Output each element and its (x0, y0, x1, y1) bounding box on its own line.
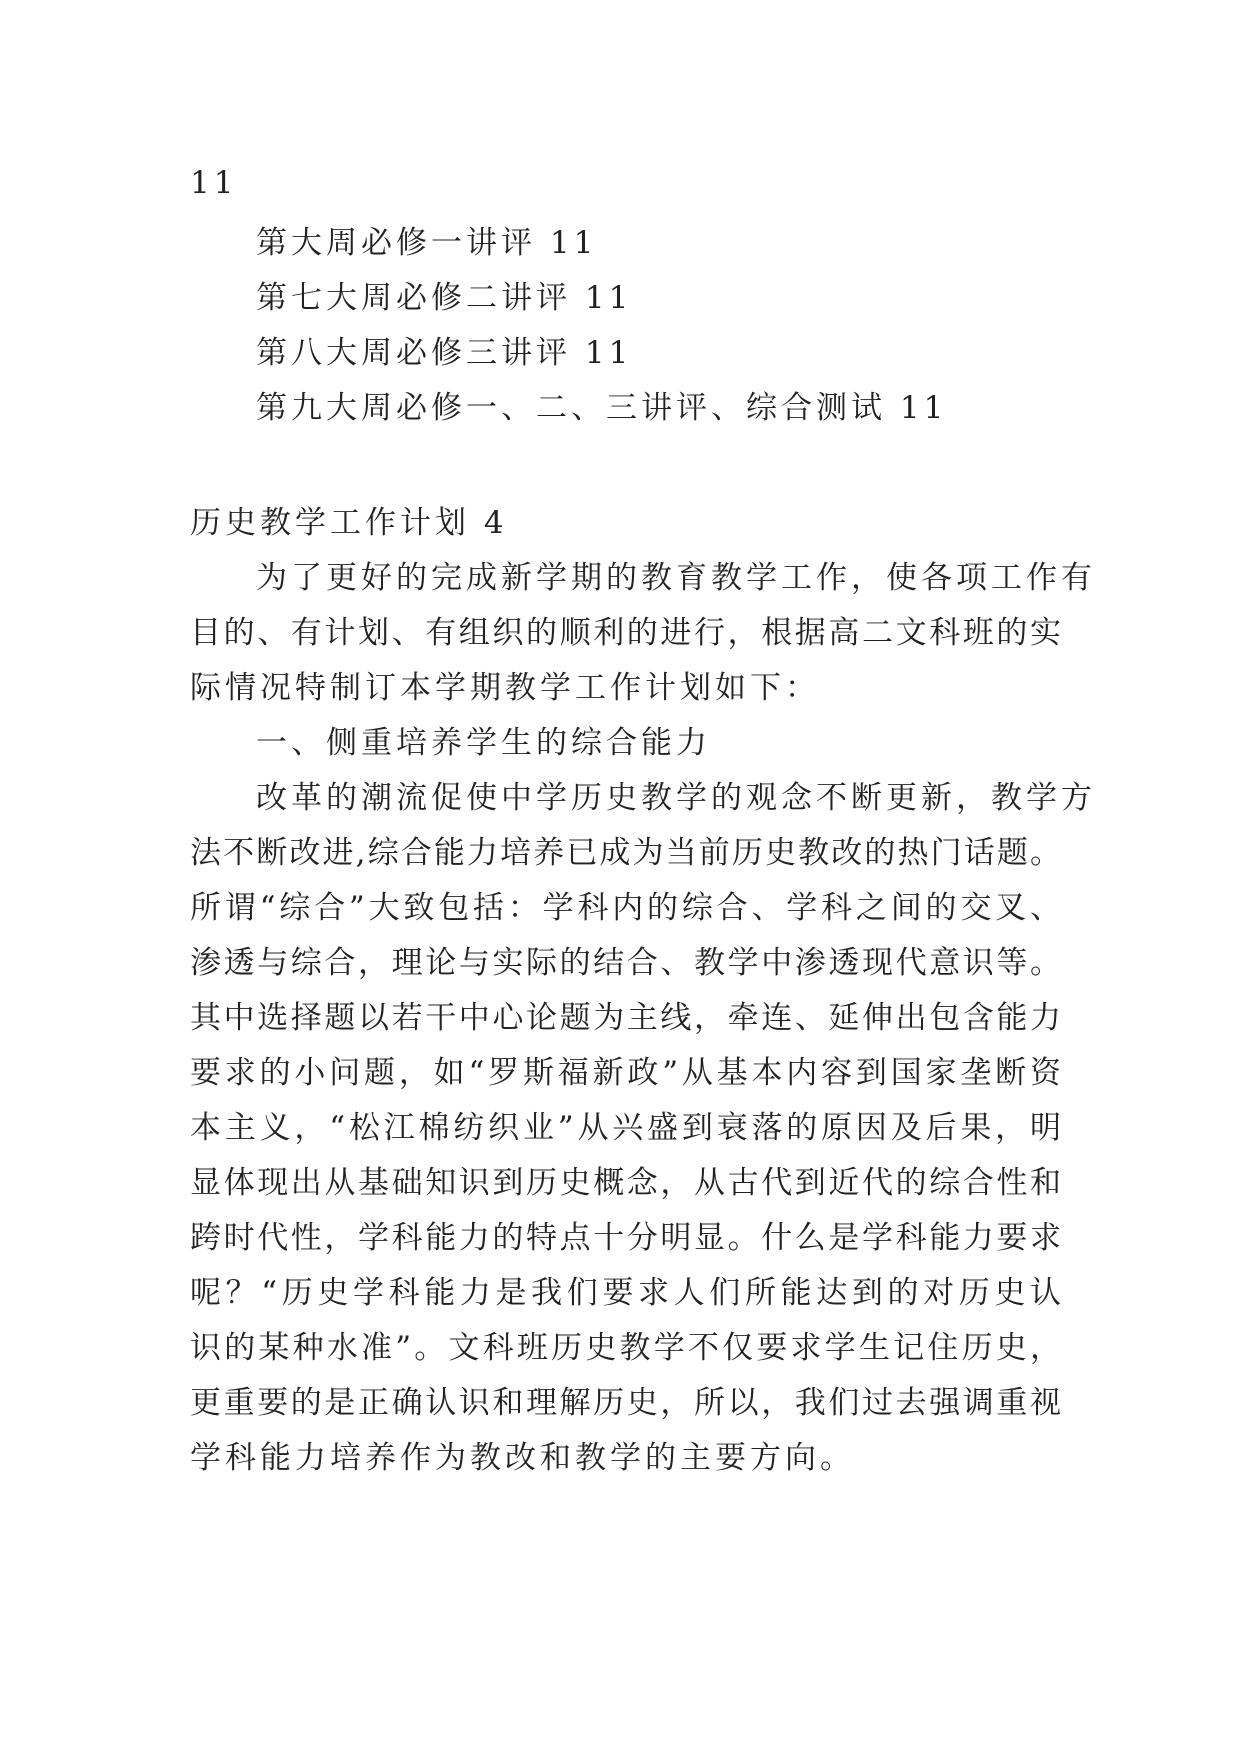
paragraph-line: 识的某种水准”。文科班历史教学不仅要求学生记住历史， (190, 1330, 1062, 1366)
paragraph-line: 学科能力培养作为教改和教学的主要方向。 (190, 1440, 855, 1476)
paragraph-line: 渗透与综合，理论与实际的结合、教学中渗透现代意识等。 (190, 945, 1062, 981)
intro-line: 目的、有计划、有组织的顺利的进行，根据高二文科班的实 (190, 615, 1062, 651)
subheading: 一、侧重培养学生的综合能力 (256, 725, 711, 761)
toc-entry: 第七大周必修二讲评 11 (256, 280, 633, 316)
intro-line: 为了更好的完成新学期的教育教学工作，使各项工作有 (256, 560, 1096, 596)
paragraph-line: 法不断改进,综合能力培养已成为当前历史教改的热门话题。 (190, 835, 1062, 871)
intro-line: 际情况特制订本学期教学工作计划如下： (190, 670, 820, 706)
toc-entry: 第九大周必修一、二、三讲评、综合测试 11 (256, 390, 948, 426)
toc-entry: 第大周必修一讲评 11 (256, 225, 598, 261)
paragraph-line: 跨时代性，学科能力的特点十分明显。什么是学科能力要求 (190, 1220, 1062, 1256)
paragraph-line: 所谓“综合”大致包括：学科内的综合、学科之间的交叉、 (190, 890, 1062, 926)
paragraph-line: 本主义，“松江棉纺织业”从兴盛到衰落的原因及后果，明 (190, 1110, 1062, 1146)
paragraph-line: 呢？“历史学科能力是我们要求人们所能达到的对历史认 (190, 1275, 1062, 1311)
page-number: 11 (190, 165, 238, 201)
paragraph-line: 显体现出从基础知识到历史概念，从古代到近代的综合性和 (190, 1165, 1062, 1201)
paragraph-line: 更重要的是正确认识和理解历史，所以，我们过去强调重视 (190, 1385, 1062, 1421)
toc-entry: 第八大周必修三讲评 11 (256, 335, 633, 371)
paragraph-line: 其中选择题以若干中心论题为主线，牵连、延伸出包含能力 (190, 1000, 1062, 1036)
section-title: 历史教学工作计划 4 (190, 505, 508, 541)
paragraph-line: 改革的潮流促使中学历史教学的观念不断更新，教学方 (256, 780, 1096, 816)
paragraph-line: 要求的小问题，如“罗斯福新政”从基本内容到国家垄断资 (190, 1055, 1062, 1091)
